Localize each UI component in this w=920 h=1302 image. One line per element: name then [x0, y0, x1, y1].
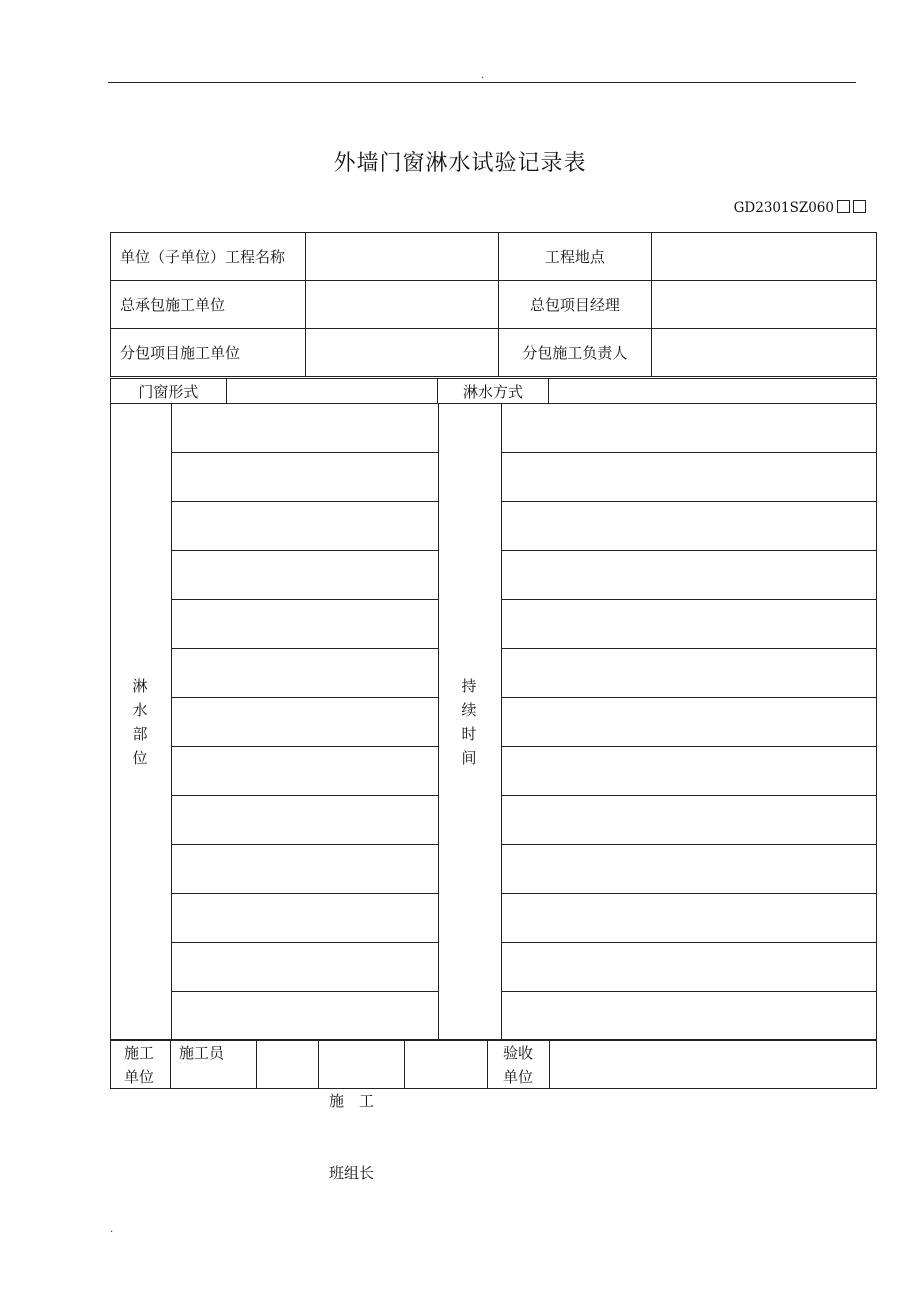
duration-cell[interactable]	[502, 991, 876, 1040]
row-line	[171, 893, 438, 894]
info-value-field[interactable]	[305, 329, 498, 377]
row-line	[171, 648, 438, 649]
team-leader-label	[329, 1041, 374, 1209]
door-window-type-field[interactable]	[226, 379, 437, 404]
duration-cell[interactable]	[502, 403, 876, 452]
label-line: 单位	[503, 1068, 534, 1086]
form-code	[734, 200, 866, 216]
row-line	[501, 648, 877, 649]
label-char: 时	[461, 725, 477, 743]
spray-location-label	[130, 674, 150, 770]
row-line	[501, 844, 877, 845]
footer-dot: .	[110, 1224, 114, 1235]
duration-cell[interactable]	[502, 452, 876, 501]
spray-location-cell[interactable]	[172, 648, 437, 697]
duration-cell[interactable]	[502, 746, 876, 795]
label-line: 班组长	[329, 1164, 375, 1182]
construction-unit-label	[124, 1041, 154, 1089]
info-label: 分包施工负责人	[498, 329, 652, 377]
spray-location-cell[interactable]	[172, 746, 437, 795]
label-char: 间	[461, 749, 477, 767]
row-line	[171, 501, 438, 502]
worker-label: 施工员	[179, 1044, 225, 1062]
label-char: 水	[132, 701, 148, 719]
row-line	[501, 599, 877, 600]
spray-record-grid	[110, 403, 877, 1040]
row-line	[171, 991, 438, 992]
info-value-field[interactable]	[652, 281, 877, 329]
door-window-type-label: 门窗形式	[111, 379, 227, 404]
label-char: 续	[461, 701, 477, 719]
spray-location-cell[interactable]	[172, 403, 437, 452]
row-line	[171, 697, 438, 698]
duration-cell[interactable]	[502, 795, 876, 844]
spray-method-label: 淋水方式	[437, 379, 549, 404]
page-title: 外墙门窗淋水试验记录表	[333, 151, 587, 176]
duration-cell[interactable]	[502, 648, 876, 697]
label-line: 验收	[503, 1044, 534, 1062]
worker-signature-field[interactable]	[257, 1041, 317, 1088]
spray-location-cell[interactable]	[172, 501, 437, 550]
divider	[170, 1040, 171, 1089]
info-label: 分包项目施工单位	[111, 329, 306, 377]
grid-divider	[438, 403, 439, 1040]
acceptance-unit-label	[503, 1041, 533, 1089]
row-line	[171, 746, 438, 747]
row-line	[501, 452, 877, 453]
spray-location-cell[interactable]	[172, 942, 437, 991]
label-char: 位	[132, 749, 148, 767]
label-char: 部	[132, 725, 148, 743]
row-line	[171, 795, 438, 796]
spray-location-cell[interactable]	[172, 452, 437, 501]
spray-location-cell[interactable]	[172, 893, 437, 942]
duration-cell[interactable]	[502, 599, 876, 648]
info-value-field[interactable]	[305, 281, 498, 329]
acceptance-signature-field[interactable]	[550, 1041, 876, 1088]
row-line	[171, 452, 438, 453]
info-label: 单位（子单位）工程名称	[111, 233, 306, 281]
row-line	[501, 501, 877, 502]
header-dot: .	[481, 70, 485, 81]
form-code-text: GD2301SZ060	[733, 200, 834, 216]
spray-location-cell[interactable]	[172, 599, 437, 648]
info-value-field[interactable]	[652, 329, 877, 377]
label-line: 施 工	[329, 1092, 375, 1110]
spray-location-cell[interactable]	[172, 795, 437, 844]
info-label: 工程地点	[498, 233, 652, 281]
code-box-1[interactable]	[837, 200, 850, 213]
divider	[318, 1040, 319, 1089]
duration-cell[interactable]	[502, 697, 876, 746]
duration-cell[interactable]	[502, 844, 876, 893]
info-row	[111, 233, 877, 281]
row-line	[171, 942, 438, 943]
label-line: 单位	[124, 1068, 155, 1086]
row-line	[501, 697, 877, 698]
team-leader-signature-field[interactable]	[405, 1041, 486, 1088]
info-value-field[interactable]	[305, 233, 498, 281]
row-line	[501, 893, 877, 894]
info-table	[110, 232, 877, 377]
info-value-field[interactable]	[652, 233, 877, 281]
duration-cell[interactable]	[502, 893, 876, 942]
spray-location-cell[interactable]	[172, 550, 437, 599]
spray-location-cell[interactable]	[172, 697, 437, 746]
header-rule	[108, 82, 856, 83]
row-line	[171, 599, 438, 600]
spray-location-cell[interactable]	[172, 991, 437, 1040]
label-char: 淋	[132, 677, 148, 695]
label-line: 施工	[124, 1044, 155, 1062]
info-label: 总承包施工单位	[111, 281, 306, 329]
row-line	[501, 746, 877, 747]
label-char: 持	[461, 677, 477, 695]
spray-method-field[interactable]	[549, 379, 877, 404]
row-line	[171, 844, 438, 845]
duration-cell[interactable]	[502, 550, 876, 599]
code-box-2[interactable]	[853, 200, 866, 213]
row-line	[171, 550, 438, 551]
row-line	[501, 991, 877, 992]
spray-location-cell[interactable]	[172, 844, 437, 893]
info-row	[111, 281, 877, 329]
row-line	[501, 942, 877, 943]
duration-cell[interactable]	[502, 501, 876, 550]
info-label: 总包项目经理	[498, 281, 652, 329]
duration-cell[interactable]	[502, 942, 876, 991]
divider	[487, 1040, 488, 1089]
type-table	[110, 378, 877, 404]
row-line	[501, 795, 877, 796]
type-row	[111, 379, 877, 404]
row-line	[501, 550, 877, 551]
duration-label	[459, 674, 479, 770]
info-row	[111, 329, 877, 377]
